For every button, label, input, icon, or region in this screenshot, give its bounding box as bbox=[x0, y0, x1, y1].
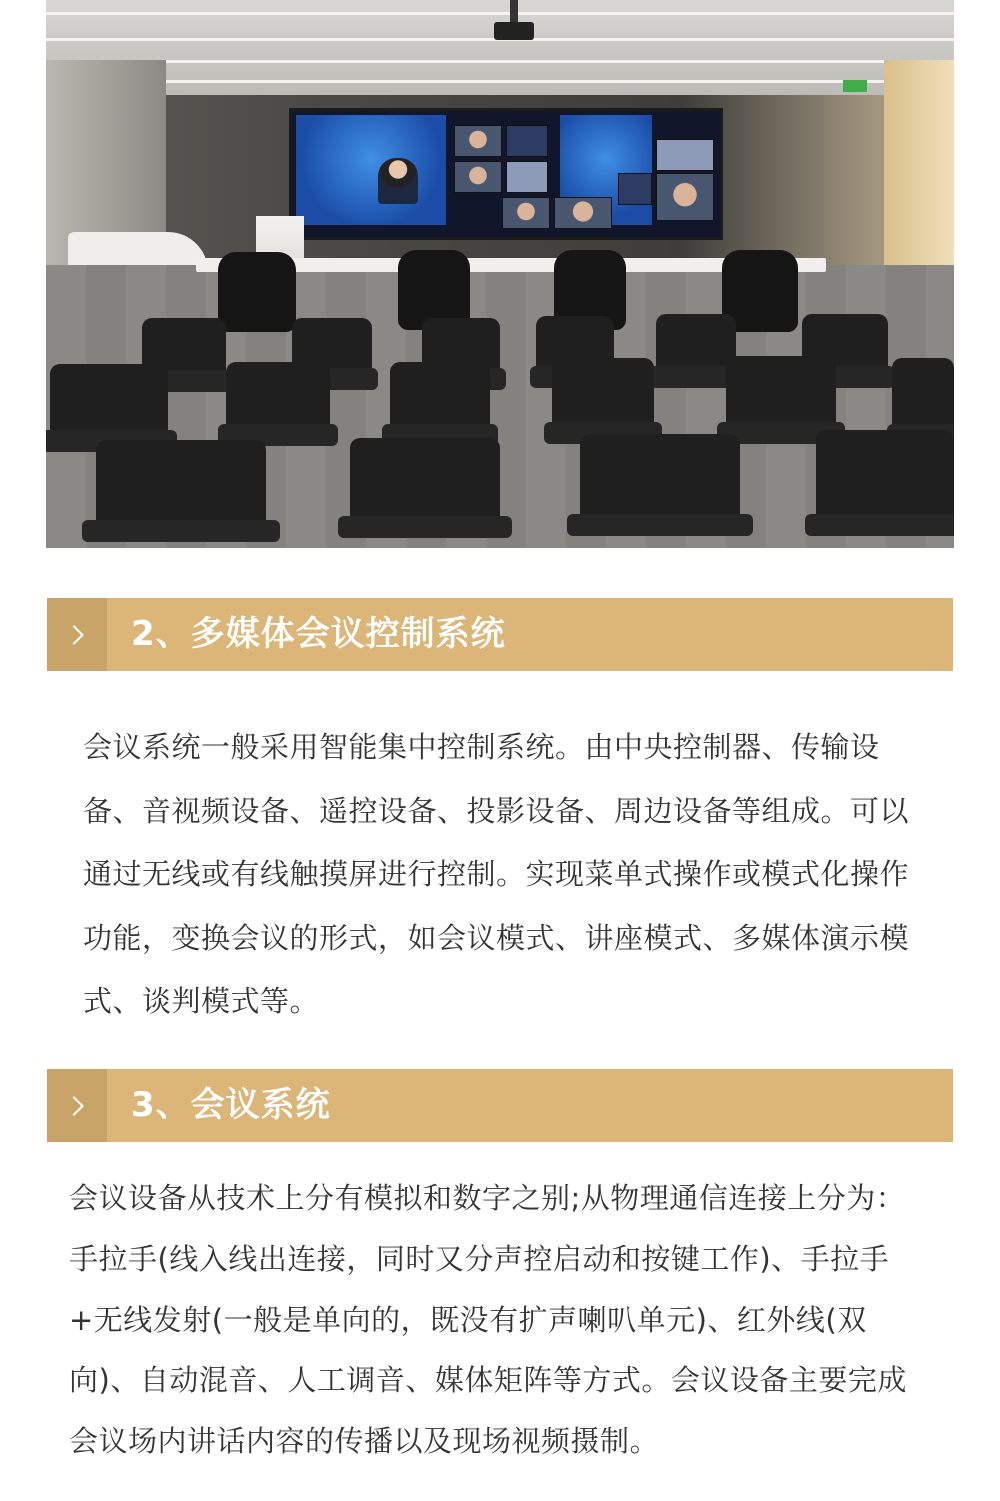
video-wall-screen bbox=[289, 108, 723, 240]
chevron-right-icon bbox=[64, 1096, 84, 1116]
chevron-right-icon bbox=[64, 625, 84, 645]
conference-room-photo bbox=[46, 0, 954, 548]
ceiling bbox=[46, 0, 954, 95]
section-paragraph: 会议设备从技术上分有模拟和数字之别;从物理通信连接上分为：手拉手(线入线出连接，同时又分声控启动和按键工作)、手拉手+无线发射(一般是单向的，既没有扩声喇叭单元)、红外线(双向)、自动混音、人工调音、媒体矩阵等方式。会议设备主要完成会议场内讲话内容的传播以及现场视频摄制。 bbox=[69, 1181, 907, 1459]
exit-sign bbox=[843, 80, 867, 92]
audience-chair bbox=[580, 434, 740, 518]
section-paragraph: 会议系统一般采用智能集中控制系统。由中央控制器、传输设备、音视频设备、遥控设备、投影设备、周边设备等组成。可以通过无线或有线触摸屏进行控制。实现菜单式操作或模式化操作功能，变换会议的形式，如会议模式、讲座模式、多媒体演示模式、谈判模式等。 bbox=[83, 730, 910, 1019]
audience-chair bbox=[226, 362, 330, 428]
section-header-2 bbox=[47, 598, 953, 671]
audience-chair bbox=[96, 440, 266, 524]
section-arrow-box bbox=[47, 598, 107, 671]
audience-chair bbox=[892, 358, 954, 428]
projector-mount bbox=[510, 0, 518, 24]
executive-chair bbox=[218, 252, 296, 332]
audience-chair bbox=[656, 314, 736, 370]
audience-chair bbox=[390, 362, 490, 428]
presenter-on-screen bbox=[378, 158, 418, 204]
audience-chair bbox=[350, 438, 500, 520]
section-title: 2、多媒体会议控制系统 bbox=[131, 614, 506, 654]
audience-chair bbox=[816, 430, 954, 518]
audience-chair bbox=[552, 358, 654, 426]
section-arrow-box bbox=[47, 1069, 107, 1142]
section-header-3 bbox=[47, 1069, 953, 1142]
audience-chair bbox=[50, 364, 168, 434]
projector bbox=[494, 22, 534, 40]
audience-chair bbox=[726, 356, 836, 426]
section-title: 3、会议系统 bbox=[131, 1085, 331, 1125]
